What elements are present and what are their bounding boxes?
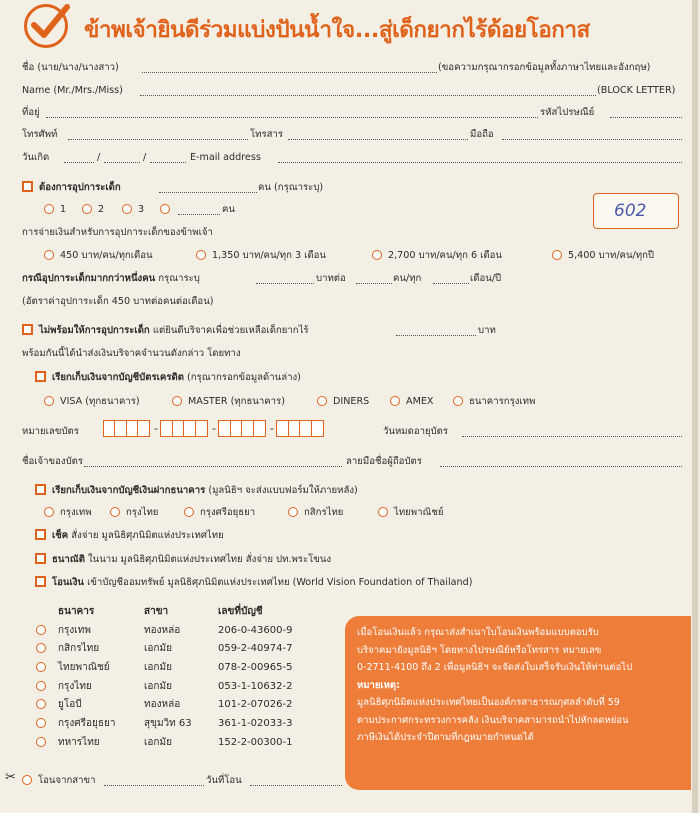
radio-icon[interactable] [160,204,170,214]
money-order-checkbox[interactable] [35,553,46,564]
deposit-heading: เรียกเก็บเงินจากบัญชีเงินฝากธนาคาร [52,485,206,496]
radio-icon[interactable] [378,507,388,517]
bank-cell: ทหารไทย [58,736,100,748]
donate-heading: ไม่พร้อมให้การอุปการะเด็ก [39,325,150,336]
payment-option-semiannual[interactable]: 2,700 บาท/คน/ทุก 6 เดือน [372,249,502,262]
count-other-field[interactable] [178,214,220,215]
col-account-header: เลขที่บัญชี [218,605,263,617]
payment-label: การจ่ายเงินสำหรับการอุปการะเด็กของข้าพเจ้า [22,227,213,238]
payment-option-quarterly[interactable]: 1,350 บาท/คน/ทุก 3 เดือน [196,249,326,262]
radio-icon[interactable] [22,775,32,785]
name-en-field[interactable] [140,95,596,96]
expiry-label: วันหมดอายุบัตร [383,426,449,437]
radio-icon[interactable] [110,507,120,517]
note-line: 0-2711-4100 ถึง 2 เพื่อมูลนิธิฯ จะจัดส่งใบเสร็จรับเงินให้ท่านต่อไป [357,662,633,673]
multi-specify: กรุณาระบุ [158,273,200,284]
branch-cell: เอกมัย [144,643,172,655]
account-cell: 152-2-00300-1 [218,736,293,748]
donate-baht: บาท [478,325,496,336]
deposit-checkbox[interactable] [35,484,46,495]
transfer-branch-field[interactable] [104,785,204,786]
cheque-heading: เช็ค [52,530,69,541]
card-amex[interactable]: AMEX [390,395,433,408]
scissors-icon: ✂ [5,770,16,785]
count-option-2[interactable]: 2 [82,203,104,216]
radio-icon[interactable] [36,662,46,672]
card-number-label: หมายเลขบัตร [22,426,79,437]
bank-cell: ไทยพาณิชย์ [58,661,110,673]
radio-icon[interactable] [184,507,194,517]
credit-heading: เรียกเก็บเงินจากบัญชีบัตรเครดิต [52,372,184,383]
address-field[interactable] [46,117,538,118]
money-order-row [35,553,331,566]
table-row[interactable] [36,639,338,658]
radio-icon[interactable] [36,699,46,709]
branch-cell: ทองหล่อ [144,624,181,636]
note-line: มูลนิธิศุภนิมิตแห่งประเทศไทยเป็นองค์กรสาธารณกุศลลำดับที่ 59 [357,697,620,708]
cheque-row [35,529,224,542]
sponsor-row [22,181,121,194]
cheque-text: สั่งจ่าย มูลนิธิศุภนิมิตแห่งประเทศไทย [71,530,224,541]
radio-icon[interactable] [196,250,206,260]
handwritten-number: 602 [614,201,647,221]
note-remark-heading: หมายเหตุ: [357,679,400,691]
radio-icon[interactable] [44,204,54,214]
card-digit-box[interactable] [137,420,150,437]
card-diners[interactable]: DINERS [317,395,369,408]
radio-icon[interactable] [36,625,46,635]
holder-field[interactable] [84,466,342,467]
radio-icon[interactable] [390,396,400,406]
radio-icon[interactable] [44,396,54,406]
donate-text: แต่ยินดีบริจาคเพื่อช่วยเหลือเด็กยากไร้ [152,325,309,336]
multi-baht: บาทต่อ [316,273,346,284]
transfer-text: เข้าบัญชีออมทรัพย์ มูลนิธิศุภนิมิตแห่งประเทศไทย (World Vision Foundation of Thailand) [87,577,473,588]
phone-label: โทรศัพท์ [22,129,58,140]
birth-day-field[interactable] [64,162,94,163]
transfer-row [35,576,472,589]
bank-option-scb[interactable]: ไทยพาณิชย์ [378,506,444,519]
address-label: ที่อยู่ [22,107,40,118]
credit-note: (กรุณากรอกข้อมูลด้านล่าง) [187,372,301,383]
radio-icon[interactable] [552,250,562,260]
expiry-field[interactable] [462,436,682,437]
donate-row [22,324,309,337]
account-cell: 206-0-43600-9 [218,624,293,636]
name-th-label: ชื่อ (นาย/นาง/นางสาว) [22,62,119,73]
bank-option-ktb[interactable]: กรุงไทย [110,506,158,519]
multi-every: คน/ทุก [393,273,422,284]
table-row[interactable] [36,658,338,677]
count-option-3[interactable]: 3 [122,203,144,216]
note-line: เมื่อโอนเงินแล้ว กรุณาส่งสำเนาใบโอนเงินพร้อมแบบตอบรับ [357,627,599,638]
signature-field[interactable] [440,466,682,467]
count-suffix: คน [222,204,235,215]
radio-icon[interactable] [36,643,46,653]
table-row[interactable] [36,695,338,714]
radio-icon[interactable] [453,396,463,406]
bank-option-bay[interactable]: กรุงศรีอยุธยา [184,506,255,519]
branch-cell: ทองหล่อ [144,699,181,711]
form-title: ข้าพเจ้ายินดีร่วมแบ่งปันน้ำใจ...สู่เด็กยากไร้ด้อยโอกาส [84,17,590,43]
table-row[interactable] [36,677,338,696]
credit-row [35,371,301,384]
email-label: E-mail address [190,152,261,163]
card-digit-box[interactable] [195,420,208,437]
bank-account-table [36,602,338,752]
phone-field[interactable] [68,139,248,140]
bank-cell: ยูโอบี [58,699,82,711]
name-th-field[interactable] [142,72,437,73]
deposit-note: (มูลนิธิฯ จะส่งแบบฟอร์มให้ภายหลัง) [208,485,358,496]
sponsor-checkbox[interactable] [22,181,33,192]
email-field[interactable] [278,162,682,163]
multi-row [22,272,200,285]
separator: - [154,422,158,435]
card-visa[interactable]: VISA (ทุกธนาคาร) [44,395,140,408]
postcode-label: รหัสไปรษณีย์ [540,107,595,118]
card-digit-box[interactable] [311,420,324,437]
birthdate-label: วันเกิด [22,152,50,163]
col-bank-header: ธนาคาร [58,605,95,617]
radio-icon[interactable] [36,737,46,747]
card-bbl[interactable]: ธนาคารกรุงเทพ [453,395,535,408]
money-order-heading: ธนาณัติ [52,554,85,565]
account-cell: 101-2-07026-2 [218,699,293,711]
branch-cell: สุขุมวิท 63 [144,717,192,729]
postcode-field[interactable] [610,117,682,118]
mobile-field[interactable] [502,139,682,140]
handwritten-number-box [593,193,679,229]
card-digit-box[interactable] [253,420,266,437]
sponsor-persons-suffix: คน (กรุณาระบุ) [258,182,324,193]
sponsor-heading: ต้องการอุปการะเด็ก [39,182,121,193]
money-order-text: ในนาม มูลนิธิศุภนิมิตแห่งประเทศไทย สั่งจ่าย ปท.พระโขนง [88,554,332,565]
name-en-label: Name (Mr./Mrs./Miss) [22,85,123,96]
donate-checkbox[interactable] [22,324,33,335]
cheque-checkbox[interactable] [35,529,46,540]
date-sep-1: / [97,152,101,163]
card-number-boxes[interactable] [104,418,324,437]
bank-cell: กรุงศรีอยุธยา [58,717,116,729]
multi-persons-field[interactable] [356,283,392,284]
radio-icon[interactable] [288,507,298,517]
donate-amount-field[interactable] [396,335,476,336]
payment-option-monthly[interactable]: 450 บาท/คน/ทุกเดือน [44,249,153,262]
deposit-row [35,484,358,497]
birth-year-field[interactable] [150,162,186,163]
branch-cell: เอกมัย [144,736,172,748]
radio-icon[interactable] [36,718,46,728]
multi-period-field[interactable] [433,283,469,284]
branch-cell: เอกมัย [144,680,172,692]
credit-checkbox[interactable] [35,371,46,382]
separator: - [269,422,274,435]
table-row[interactable] [36,733,338,752]
transfer-date-label: วันที่โอน [206,775,242,786]
note-line: ภาษีเงินได้ประจำปีตามที่กฎหมายกำหนดได้ [357,732,534,743]
birth-month-field[interactable] [104,162,140,163]
table-row[interactable] [36,714,338,733]
bank-cell: กสิกรไทย [58,643,100,655]
radio-icon[interactable] [317,396,327,406]
account-cell: 078-2-00965-5 [218,661,293,673]
date-sep-2: / [143,152,147,163]
multi-amount-field[interactable] [256,283,314,284]
transfer-from-label: โอนจากสาขา [22,774,95,787]
payment-option-annual[interactable]: 5,400 บาท/คน/ทุกปี [552,249,654,262]
mobile-label: มือถือ [470,129,494,140]
account-cell: 053-1-10632-2 [218,680,293,692]
transfer-date-field[interactable] [250,785,342,786]
note-line: ตามประกาศกระทรวงการคลัง เงินบริจาคสามารถนำไปหักลดหย่อน [357,714,629,726]
signature-label: ลายมือชื่อผู้ถือบัตร [346,456,422,467]
card-master[interactable]: MASTER (ทุกธนาคาร) [172,395,285,408]
count-option-1[interactable]: 1 [44,203,66,216]
bank-cell: กรุงเทพ [58,624,91,636]
table-row[interactable] [36,621,338,640]
check-mark-icon [24,4,68,48]
block-letter-label: (BLOCK LETTER) [597,85,676,96]
note-line: บริจาคมายังมูลนิธิฯ โดยทางไปรษณีย์หรือโทรสาร หมายเลข [357,644,602,656]
account-cell: 059-2-40974-7 [218,643,293,655]
transfer-checkbox[interactable] [35,576,46,587]
branch-cell: เอกมัย [144,661,172,673]
radio-icon[interactable] [36,681,46,691]
radio-icon[interactable] [44,250,54,260]
col-branch-header: สาขา [144,605,169,617]
separator: - [211,422,216,435]
fax-label: โทรสาร [250,129,284,140]
name-note: (ขอความกรุณากรอกข้อมูลทั้งภาษาไทยและอังกฤษ) [438,62,651,73]
transfer-heading: โอนเงิน [52,577,84,588]
radio-icon[interactable] [44,507,54,517]
radio-icon[interactable] [172,396,182,406]
multi-month: เดือน/ปี [470,273,502,284]
account-cell: 361-1-02033-3 [218,717,293,729]
fax-field[interactable] [288,139,468,140]
bank-cell: กรุงไทย [58,680,92,692]
multi-heading: กรณีอุปการะเด็กมากกว่าหนึ่งคน [22,273,156,284]
radio-icon[interactable] [82,204,92,214]
bank-option-kbank[interactable]: กสิกรไทย [288,506,343,519]
holder-label: ชื่อเจ้าของบัตร [22,456,84,467]
table-header-row [36,602,338,621]
donate-send-text: พร้อมกันนี้ได้นำส่งเงินบริจาคจำนวนดังกล่าว โดยทาง [22,348,241,359]
transfer-note-box [345,616,691,790]
rate-note: (อัตราค่าอุปการะเด็ก 450 บาทต่อคนต่อเดือน) [22,296,214,307]
radio-icon[interactable] [122,204,132,214]
sponsor-count-field[interactable] [159,192,257,193]
radio-icon[interactable] [372,250,382,260]
bank-option-bbl[interactable]: กรุงเทพ [44,506,92,519]
count-option-other[interactable] [160,203,176,216]
